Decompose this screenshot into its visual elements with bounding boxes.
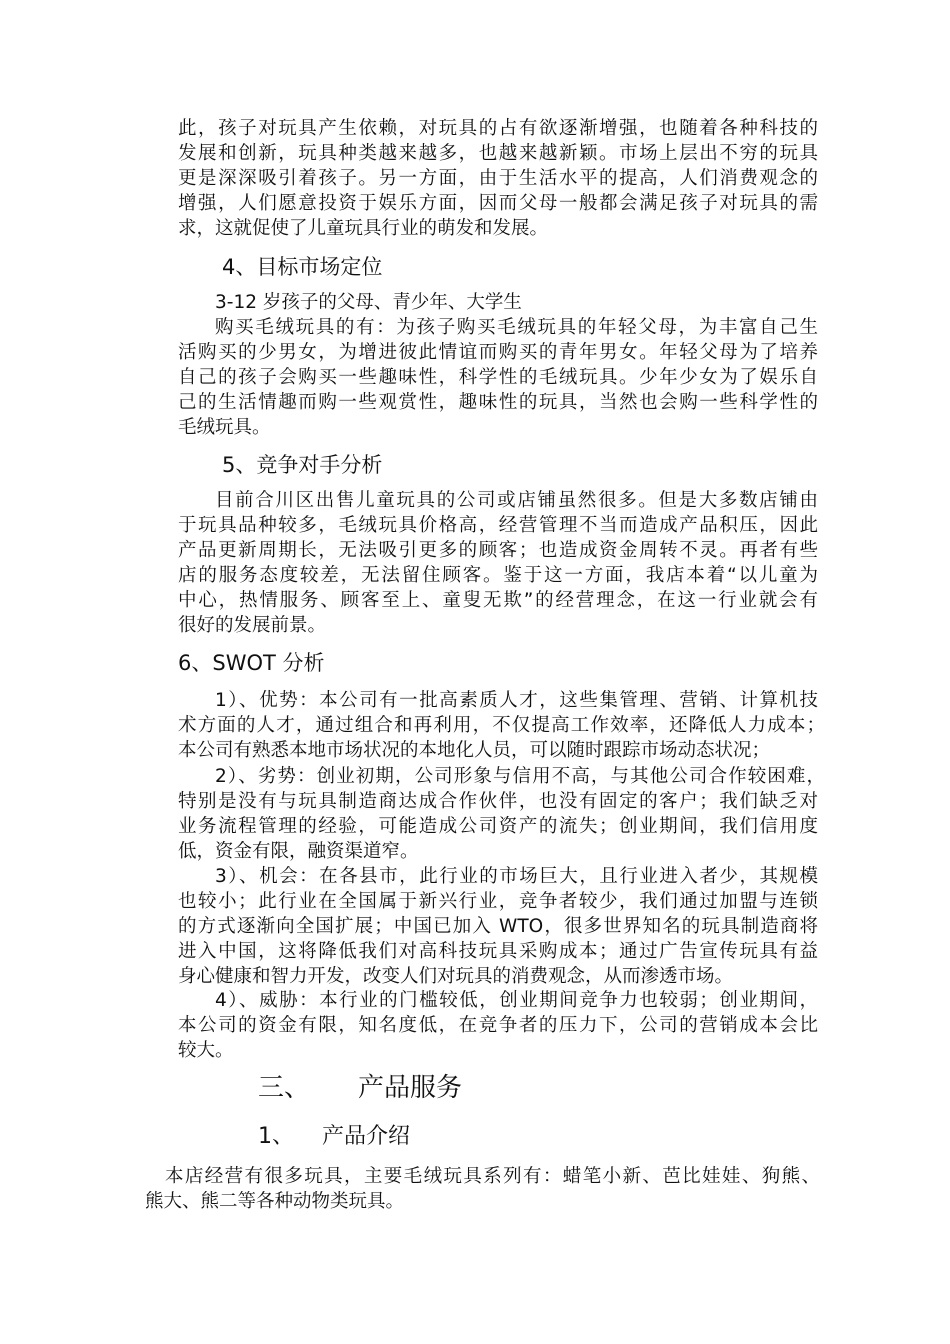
text-line: 己的生活情趣而购一些观赏性，趣味性的玩具，当然也会购一些科学性的 <box>178 392 818 413</box>
section-title: 产品服务 <box>358 1073 463 1103</box>
section-number: 三、 <box>258 1073 311 1103</box>
text-line: 产品更新周期长，无法吸引更多的顾客；也造成资金周转不灵。再者有些 <box>178 540 818 561</box>
subheading-product-intro <box>258 1123 410 1151</box>
text-line: 自己的孩子会购买一些趣味性，科学性的毛绒玩具。少年少女为了娱乐自 <box>178 367 818 388</box>
text-line: 低，资金有限，融资渠道窄。 <box>178 841 419 862</box>
text-line: 3）、机会：在各县市，此行业的市场巨大，且行业进入者少，其规模 <box>215 866 818 887</box>
section-heading-product-service <box>258 1071 462 1105</box>
heading-target-market: 4、目标市场定位 <box>222 255 383 279</box>
text-line: 特别是没有与玩具制造商达成合作伙伴，也没有固定的客户；我们缺乏对 <box>178 791 818 812</box>
text-line: 毛绒玩具。 <box>178 417 271 438</box>
text-line: 熊大、熊二等各种动物类玩具。 <box>145 1191 405 1212</box>
text-line: 于玩具品种较多，毛绒玩具价格高，经营管理不当而造成产品积压，因此 <box>178 515 818 536</box>
text-line: 更是深深吸引着孩子。另一方面，由于生活水平的提高，人们消费观念的 <box>178 168 818 189</box>
text-line: 业务流程管理的经验，可能造成公司资产的流失；创业期间，我们信用度 <box>178 816 818 837</box>
text-line: 活购买的少男女，为增进彼此情谊而购买的青年男女。年轻父母为了培养 <box>178 342 818 363</box>
text-line: 进入中国，这将降低我们对高科技玩具采购成本；通过广告宣传玩具有益 <box>178 941 818 962</box>
text-line: 求，这就促使了儿童玩具行业的萌发和发展。 <box>178 218 549 239</box>
text-line: 增强，人们愿意投资于娱乐方面，因而父母一般都会满足孩子对玩具的需 <box>178 193 818 214</box>
text-line: 购买毛绒玩具的有：为孩子购买毛绒玩具的年轻父母，为丰富自己生 <box>215 317 818 338</box>
text-line: 店的服务态度较差，无法留住顾客。鉴于这一方面，我店本着“以儿童为 <box>178 565 818 586</box>
text-line: 较大。 <box>178 1040 234 1061</box>
text-line: 2）、劣势：创业初期，公司形象与信用不高，与其他公司合作较困难， <box>215 766 825 787</box>
subsection-number: 1、 <box>258 1124 294 1149</box>
text-line: 发展和创新，玩具种类越来越多，也越来越新颖。市场上层出不穷的玩具 <box>178 143 818 164</box>
text-line: 也较小；此行业在全国属于新兴行业，竞争者较少，我们通过加盟与连锁 <box>178 891 818 912</box>
text-line: 很好的发展前景。 <box>178 615 327 636</box>
text-line: 本店经营有很多玩具，主要毛绒玩具系列有：蜡笔小新、芭比娃娃、狗熊、 <box>165 1166 820 1187</box>
text-line: 1）、优势：本公司有一批高素质人才，这些集管理、营销、计算机技 <box>215 690 818 711</box>
text-line: 目前合川区出售儿童玩具的公司或店铺虽然很多。但是大多数店铺由 <box>215 490 818 511</box>
text-line: 的方式逐渐向全国扩展；中国已加入 WTO，很多世界知名的玩具制造商将 <box>178 916 818 937</box>
subsection-title: 产品介绍 <box>322 1124 411 1149</box>
text-line: 此，孩子对玩具产生依赖，对玩具的占有欲逐渐增强，也随着各种科技的 <box>178 118 818 139</box>
heading-competitor: 5、竞争对手分析 <box>222 453 383 477</box>
text-line: 本公司的资金有限，知名度低，在竞争者的压力下，公司的营销成本会比 <box>178 1015 818 1036</box>
text-line: 中心，热情服务、顾客至上、童叟无欺”的经营理念，在这一行业就会有 <box>178 590 818 611</box>
text-line: 本公司有熟悉本地市场状况的本地化人员，可以随时跟踪市场动态状况； <box>178 740 771 761</box>
text-line: 术方面的人才，通过组合和再利用，不仅提高工作效率，还降低人力成本； <box>178 715 825 736</box>
text-line: 4）、威胁：本行业的门槛较低，创业期间竞争力也较弱；创业期间， <box>215 990 818 1011</box>
text-line: 身心健康和智力开发，改变人们对玩具的消费观念，从而渗透市场。 <box>178 966 734 987</box>
heading-swot: 6、SWOT 分析 <box>178 651 325 675</box>
target-line: 3-12 岁孩子的父母、青少年、大学生 <box>215 292 522 313</box>
